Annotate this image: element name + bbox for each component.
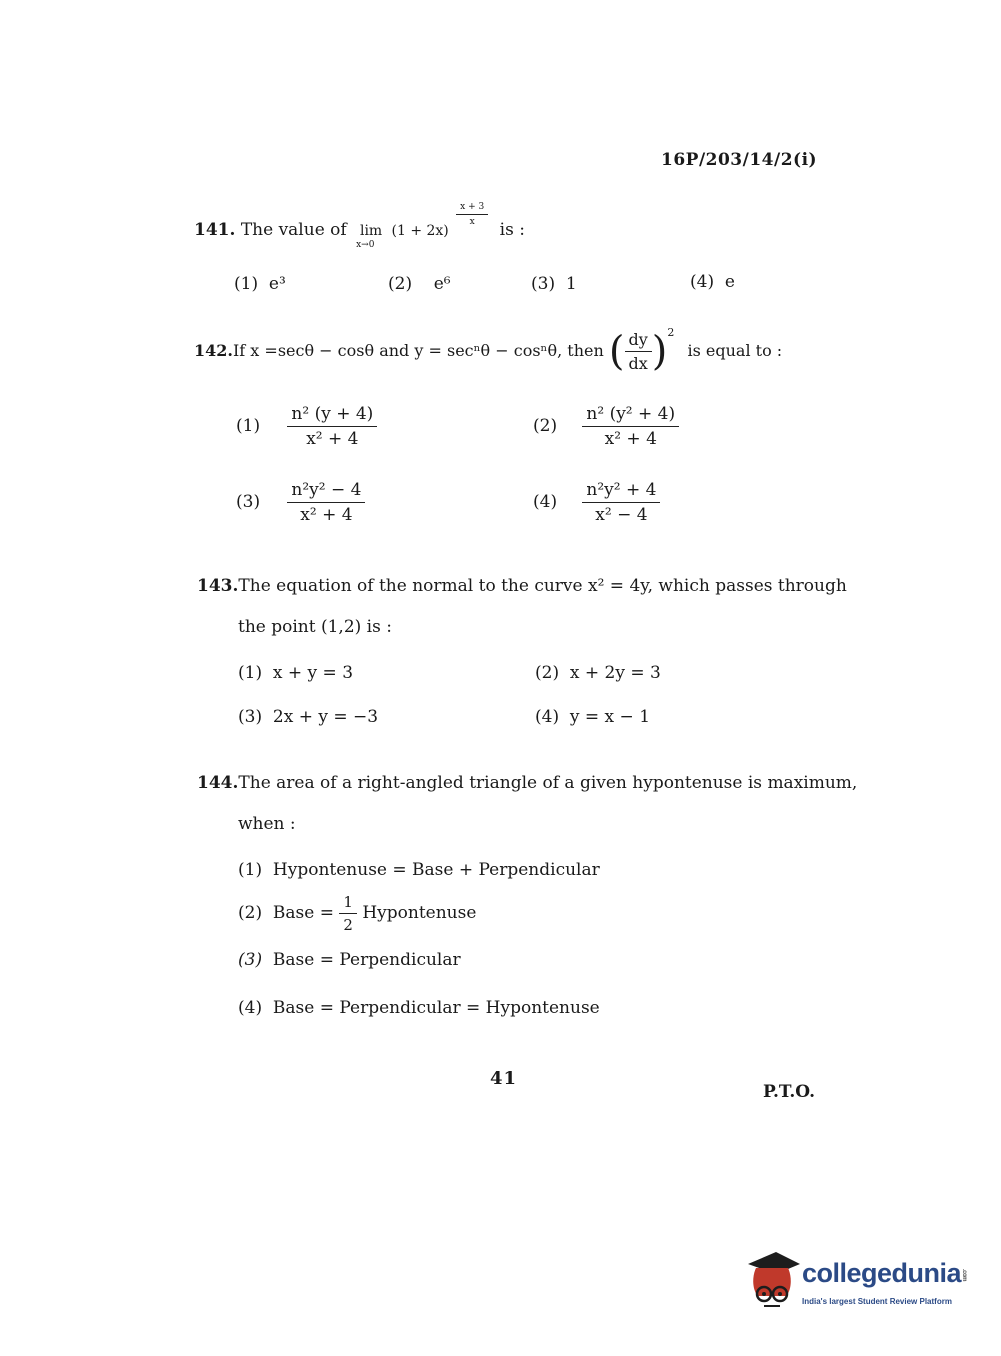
option-143-4[interactable]: (4) y = x − 1: [535, 707, 651, 727]
logo-tagline: India's largest Student Review Platform: [802, 1297, 952, 1306]
option-144-4[interactable]: (4) Base = Perpendicular = Hypontenuse: [238, 998, 600, 1018]
limit-expression: (1 + 2x): [391, 223, 449, 239]
lim-subscript: x→0: [356, 240, 375, 250]
option-144-1[interactable]: (1) Hypontenuse = Base + Perpendicular: [238, 860, 600, 880]
page-number: 41: [490, 1068, 518, 1089]
paper-code: 16P/203/14/2(i): [661, 150, 818, 170]
option-142-2[interactable]: (2) $\frac{\text{n² (y² + 4)}}{\text{x² + 4}}$: [533, 404, 679, 449]
option-141-2[interactable]: (2) e⁶: [388, 274, 451, 294]
question-143: [197, 576, 847, 596]
question-tail: is equal to :: [687, 341, 783, 360]
option-141-1[interactable]: (1) e³: [234, 274, 286, 294]
question-142: 142.If x =secθ − cosθ and y = secⁿθ − cosⁿθ, then ( $\frac{dy}{dx}$ )$^2$ is equal to :: [194, 325, 783, 375]
option-142-1[interactable]: (1) $\frac{\text{n² (y + 4)}}{\text{x² + 4}}$: [236, 404, 377, 449]
question-text: The area of a right-angled triangle of a given hypontenuse is maximum,: [238, 773, 858, 793]
question-144: [197, 773, 857, 793]
question-143-line2: the point (1,2) is :: [238, 617, 392, 637]
exponent-fraction: $\frac{x + 3}{x}$: [456, 202, 488, 227]
question-141: [194, 202, 525, 250]
logo-tld: .com: [961, 1268, 968, 1281]
option-142-4[interactable]: (4) $\frac{\text{n²y² + 4}}{\text{x² − 4}}$: [533, 480, 660, 525]
option-141-3[interactable]: (3) 1: [531, 274, 577, 294]
pto-label: P.T.O.: [763, 1082, 815, 1102]
question-number: 144.: [197, 773, 239, 793]
question-tail: is :: [499, 220, 525, 240]
collegedunia-logo[interactable]: [742, 1250, 972, 1320]
question-number: 141.: [194, 220, 236, 240]
question-number: 143.: [197, 576, 239, 596]
power: 2: [667, 325, 675, 339]
option-142-3[interactable]: (3) $\frac{\text{n²y² − 4}}{\text{x² + 4}}$: [236, 480, 365, 525]
derivative-fraction: $\frac{dy}{dx}$: [625, 330, 652, 373]
question-text: The value of: [240, 220, 347, 240]
question-text: If x =secθ − cosθ and y = secⁿθ − cosⁿθ, then: [232, 341, 604, 360]
option-144-2[interactable]: (2) Base = $\frac{1}{2}$ Hypontenuse: [238, 893, 477, 934]
question-144-line2: when :: [238, 814, 296, 834]
logo-name: collegedunia.com: [802, 1258, 968, 1288]
question-text: The equation of the normal to the curve x² = 4y, which passes through: [238, 576, 847, 596]
question-number: 142.: [194, 341, 233, 360]
lim-text: lim: [359, 223, 383, 239]
option-143-3[interactable]: (3) 2x + y = −3: [238, 707, 379, 727]
option-144-3[interactable]: (3) Base = Perpendicular: [238, 950, 461, 970]
option-143-1[interactable]: (1) x + y = 3: [238, 663, 354, 683]
logo-mascot-icon: [742, 1250, 802, 1312]
option-143-2[interactable]: (2) x + 2y = 3: [535, 663, 661, 683]
option-141-4[interactable]: (4) e: [690, 272, 735, 292]
